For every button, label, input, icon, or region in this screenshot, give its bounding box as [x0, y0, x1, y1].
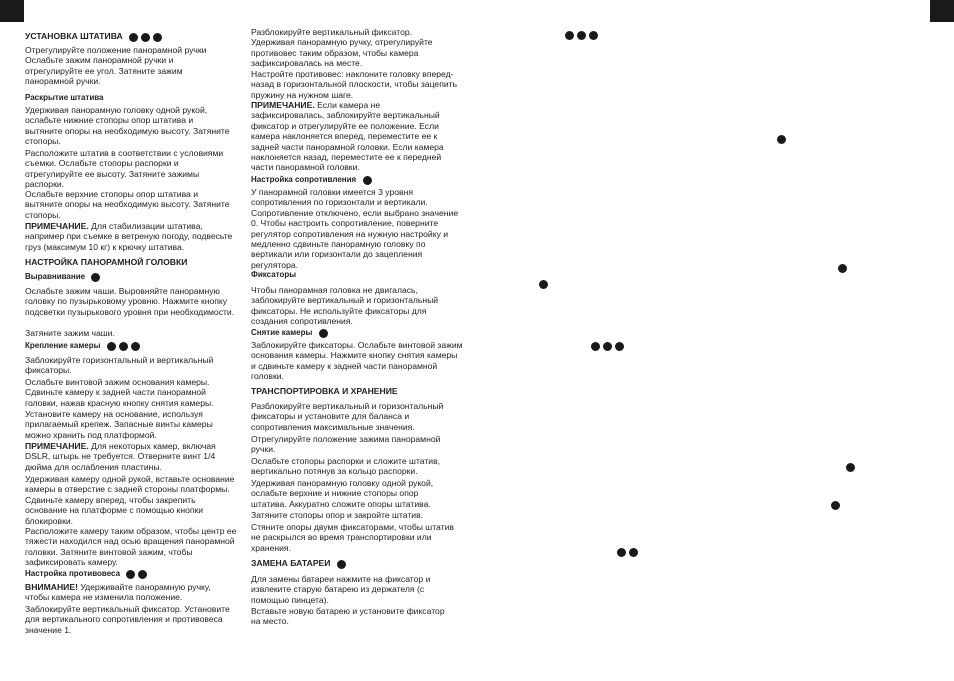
paragraph: Установите камеру на основание, используя прилагаемый крепеж. Запасные винты камеры можно хранить под платформой. — [25, 409, 213, 440]
dot-icon — [539, 276, 551, 294]
paragraph: Ослабьте винтовой зажим основания камеры. Сдвиньте камеру к задней части панорамной головки, нажав красную кнопку снятия камеры. — [25, 377, 214, 408]
dot-icon — [838, 260, 850, 278]
three-dot-icons — [565, 27, 601, 45]
paragraph: Разблокируйте вертикальный и горизонтальный фиксаторы и установите для баланса и сопротивления максимальные значения. — [251, 401, 444, 432]
three-dot-icons — [129, 32, 165, 42]
tripod-setup-heading: УСТАНОВКА ШТАТИВА — [25, 31, 165, 42]
paragraph: Настройте противовес: наклоните головку вперед-назад в горизонтальной плоскости, чтобы зацепить пружину на нужном шаге. — [251, 69, 458, 100]
paragraph: Стяните опоры двумя фиксаторами, чтобы штатив не раскрылся во время транспортировки или хранения. — [251, 522, 454, 553]
warning-paragraph: ВНИМАНИЕ! Удерживайте панорамную ручку, чтобы камера не изменила положение. — [25, 582, 211, 603]
dot-icon — [846, 459, 858, 477]
paragraph: Ослабьте верхние стопоры опор штатива и вытяните опоры на необходимую высоту. Затяните стопоры. — [25, 189, 230, 220]
dot-icon — [337, 559, 349, 569]
paragraph: Разблокируйте вертикальный фиксатор. Удерживая панорамную ручку, отрегулируйте противовес таким образом, чтобы камера зафиксировалась на месте. — [251, 27, 433, 69]
section-heading: Фиксаторы — [251, 270, 297, 279]
battery-heading: ЗАМЕНА БАТАРЕИ — [251, 558, 349, 569]
paragraph: Для замены батареи нажмите на фиксатор и извлеките старую батарею из держателя (с помощью пинцета). — [251, 574, 431, 605]
paragraph: Заблокируйте вертикальный фиксатор. Установите для вертикального сопротивления и противовеса значение 1. — [25, 604, 230, 635]
paragraph: Затяните стопоры опор и закройте штатив. — [251, 510, 424, 520]
note-paragraph: ПРИМЕЧАНИЕ. Для стабилизации штатива, например при съемке в ветреную погоду, подвесьте груз (максимум 10 кг) к крючку штатива. — [25, 221, 233, 252]
paragraph: У панорамной головки имеется 3 уровня сопротивления по горизонтали и вертикали. Сопротивление отключено, если выбрано значение 0. Чтобы настроить сопротивление, поверните регулятор сопротивления на нужную настройку и медленно сдвиньте панорамную головку по вертикали или горизонтали до зацепления регулятора. — [251, 187, 459, 270]
section-heading: Раскрытие штатива — [25, 93, 104, 102]
three-dot-icons — [107, 341, 143, 351]
dot-icon — [831, 497, 843, 515]
paragraph: Удерживая панорамную головку одной рукой, ослабьте верхние и нижние стопоры опор штатива. Аккуратно сложите опоры штатива. — [251, 478, 434, 509]
note-paragraph: ПРИМЕЧАНИЕ. Если камера не зафиксировалась, заблокируйте вертикальный фиксатор и отрегулируйте ее положение. Если камера наклоняется вперед, переместите ее к задней части панорамной головки. Если камера наклоняется назад, переместите ее к передней части панорамной головки. — [251, 100, 444, 173]
mount-heading: Крепление камеры — [25, 340, 143, 351]
three-dot-icons — [591, 338, 627, 356]
resistance-heading: Настройка сопротивления — [251, 174, 375, 185]
dot-icon — [91, 272, 103, 282]
paragraph: Ослабьте зажим чаши. Выровняйте панорамную головку по пузырьковому уровню. Нажмите кнопку подсветки пузырькового уровня при необходимости. — [25, 286, 235, 317]
removal-heading: Снятие камеры — [251, 327, 331, 338]
paragraph: Заблокируйте фиксаторы. Ослабьте винтовой зажим основания камеры. Нажмите кнопку снятия камеры и сдвиньте камеру к задней части панорамной головки. — [251, 340, 463, 382]
paragraph: Затяните зажим чаши. — [25, 328, 115, 338]
paragraph: Удерживая панорамную головку одной рукой, ослабьте нижние стопоры опор штатива и вытяните опоры на необходимую высоту. Затяните стопоры. — [25, 105, 230, 147]
paragraph: Вставьте новую батарею и установите фиксатор на место. — [251, 606, 445, 627]
paragraph: Расположите штатив в соответствии с условиями съемки. Ослабьте стопоры распорки и отрегулируйте ее высоту. Затяните зажимы распорки. — [25, 148, 224, 190]
counterweight-heading: Настройка противовеса — [25, 568, 150, 579]
paragraph: Отрегулируйте положение зажима панорамной ручки. — [251, 434, 441, 455]
section-heading: НАСТРОЙКА ПАНОРАМНОЙ ГОЛОВКИ — [25, 257, 188, 267]
section-heading: ТРАНСПОРТИРОВКА И ХРАНЕНИЕ — [251, 386, 398, 396]
two-dot-icons — [126, 569, 150, 579]
two-dot-icons — [617, 544, 641, 562]
page-corner-tab-left — [0, 0, 24, 22]
paragraph: Расположите камеру таким образом, чтобы центр ее тяжести находился над осью вращения панорамной головки. Затяните винтовой зажим, чтобы зафиксировать камеру. — [25, 526, 237, 568]
leveling-heading: Выравнивание — [25, 271, 103, 282]
paragraph: Ослабьте стопоры распорки и сложите штатив, вертикально потянув за кольцо распорки. — [251, 456, 441, 477]
dot-icon — [777, 131, 789, 149]
paragraph: Отрегулируйте положение панорамной ручки Ослабьте зажим панорамной ручки и отрегулируйте ее угол. Затяните зажим панорамной ручки. — [25, 45, 207, 87]
dot-icon — [363, 175, 375, 185]
dot-icon — [319, 328, 331, 338]
paragraph: Заблокируйте горизонтальный и вертикальный фиксаторы. — [25, 355, 214, 376]
paragraph: Удерживая камеру одной рукой, вставьте основание камеры в отверстие с задней стороны платформы. Сдвиньте камеру вперед, чтобы закрепить основание на платформе с помощью кнопки блокировки. — [25, 474, 235, 526]
paragraph: Чтобы панорамная головка не двигалась, заблокируйте вертикальный и горизонтальный фиксаторы. Не используйте фиксаторы для создания сопротивления. — [251, 285, 439, 327]
page-corner-tab-right — [930, 0, 954, 22]
note-paragraph: ПРИМЕЧАНИЕ. Для некоторых камер, включая DSLR, штырь не требуется. Отверните винт 1/4 дюйма для ослабления пластины. — [25, 441, 216, 472]
